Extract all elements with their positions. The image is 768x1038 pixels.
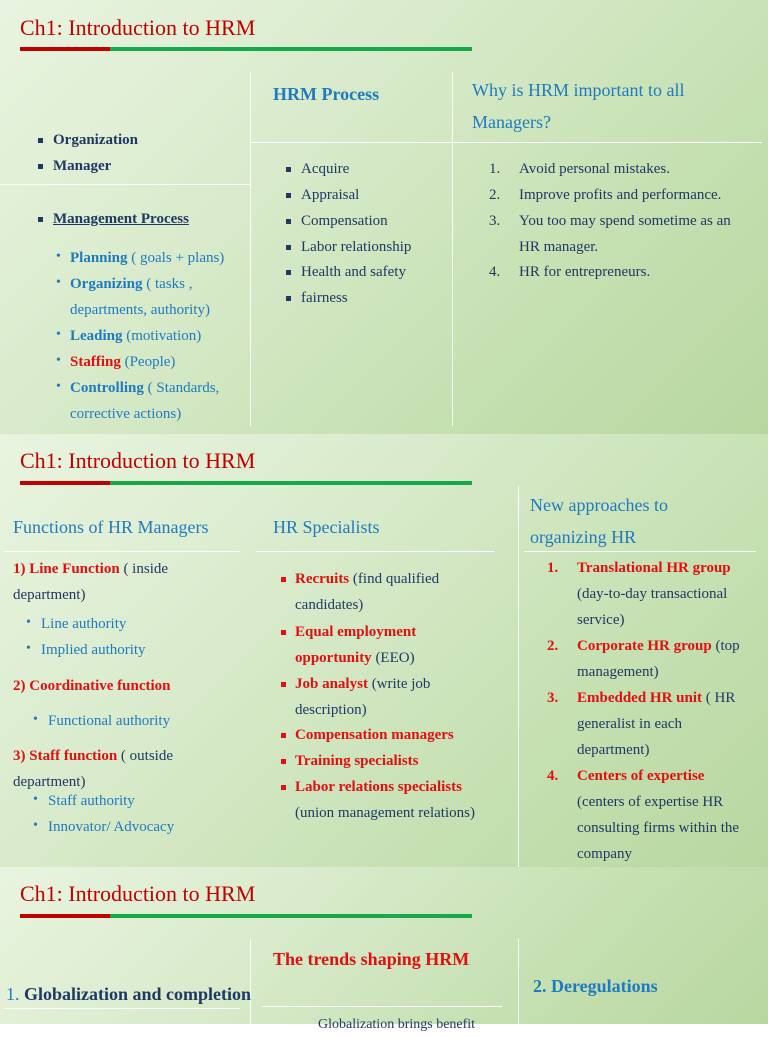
dot-icon: • (56, 275, 61, 290)
list-item: Organization (53, 132, 138, 148)
list-number: 2. (547, 638, 559, 654)
list-item: Job analyst (write job (295, 676, 431, 692)
bullet-icon (281, 630, 286, 635)
bullet-icon (38, 217, 43, 222)
list-item: Embedded HR unit ( HR (577, 690, 736, 706)
dot-icon: • (33, 818, 38, 833)
list-item: Leading (motivation) (70, 328, 202, 344)
column-heading-cont: Managers? (472, 112, 551, 132)
dot-icon: • (33, 792, 38, 807)
slide-3 (0, 867, 768, 1032)
list-item-cont: HR manager. (519, 239, 599, 255)
bullet-icon (281, 733, 286, 738)
list-item: HR for entrepreneurs. (519, 264, 651, 280)
column-heading: HR Specialists (273, 517, 380, 537)
list-item: Compensation managers (295, 727, 454, 743)
bullet-icon (38, 164, 43, 169)
column-divider (452, 72, 453, 426)
list-item: Labor relations specialists (295, 779, 462, 795)
list-item-cont: (centers of expertise HR (577, 794, 724, 810)
bullet-icon (286, 296, 291, 301)
column-heading: Functions of HR Managers (13, 517, 209, 537)
function-title: 1) Line Function ( inside (13, 561, 169, 577)
list-item: Improve profits and performance. (519, 187, 722, 203)
list-item: Staff authority (48, 793, 135, 809)
column-heading: HRM Process (273, 84, 380, 104)
column-divider (518, 939, 519, 1024)
bullet-icon (281, 759, 286, 764)
dot-icon: • (26, 641, 31, 656)
slide-1 (0, 0, 768, 434)
list-number: 2. (489, 187, 501, 203)
list-item-cont: department) (577, 742, 650, 758)
list-item: Staffing (People) (70, 354, 176, 370)
dot-icon: • (33, 712, 38, 727)
list-item: Organizing ( tasks , (70, 276, 193, 292)
list-number: 4. (547, 768, 559, 784)
list-item: Planning ( goals + plans) (70, 250, 225, 266)
bullet-icon (286, 245, 291, 250)
list-item-cont: departments, authority) (70, 302, 210, 318)
list-item-cont: generalist in each (577, 716, 682, 732)
list-item: Innovator/ Advocacy (48, 819, 175, 835)
list-item: Translational HR group (577, 560, 731, 576)
list-item-cont: (day-to-day transactional (577, 586, 728, 602)
list-item: Corporate HR group (top (577, 638, 740, 654)
list-item: Health and safety (301, 264, 406, 280)
list-item-cont: management) (577, 664, 659, 680)
title-underline (20, 914, 472, 918)
list-number: 1. (489, 161, 501, 177)
column-divider (518, 486, 519, 867)
list-number: 1. (547, 560, 559, 576)
list-item: Acquire (301, 161, 350, 177)
list-item: 2. Deregulations (533, 976, 658, 996)
bullet-icon (286, 193, 291, 198)
list-item-cont: (union management relations) (295, 805, 475, 821)
function-title-cont: department) (13, 774, 86, 790)
dot-icon: • (56, 249, 61, 264)
bullet-icon (286, 219, 291, 224)
bullet-icon (286, 270, 291, 275)
list-item-cont: candidates) (295, 597, 364, 613)
dot-icon: • (56, 327, 61, 342)
row-divider (250, 142, 762, 143)
list-item: Centers of expertise (577, 768, 705, 784)
list-item: Compensation (301, 213, 388, 229)
section-heading: The trends shaping HRM (273, 949, 470, 969)
title-underline (20, 481, 472, 485)
dot-icon: • (56, 353, 61, 368)
list-item-partial: Globalization brings benefit (318, 1017, 476, 1032)
function-title: 3) Staff function ( outside (13, 748, 173, 764)
list-item-cont: description) (295, 702, 367, 718)
row-divider (256, 551, 494, 552)
list-item: 1. Globalization and completion (6, 984, 252, 1004)
list-item: You too may spend sometime as an (519, 213, 731, 229)
row-divider (262, 1006, 502, 1007)
function-title-cont: department) (13, 587, 86, 603)
bullet-icon (281, 682, 286, 687)
list-item-cont: consulting firms within the (577, 820, 740, 836)
slide-title: Ch1: Introduction to HRM (20, 448, 256, 473)
dot-icon: • (26, 615, 31, 630)
slide-title: Ch1: Introduction to HRM (20, 15, 256, 40)
bullet-icon (281, 577, 286, 582)
list-item: fairness (301, 290, 348, 306)
list-item-cont: corrective actions) (70, 406, 182, 422)
list-item: Avoid personal mistakes. (519, 161, 670, 177)
list-item: Training specialists (295, 753, 419, 769)
list-number: 3. (489, 213, 501, 229)
slide-title: Ch1: Introduction to HRM (20, 881, 256, 906)
list-item-cont: service) (577, 612, 625, 628)
bullet-icon (281, 785, 286, 790)
slide-2 (0, 434, 768, 867)
list-item: Implied authority (41, 642, 146, 658)
title-underline (20, 47, 472, 51)
list-number: 3. (547, 690, 559, 706)
list-number: 4. (489, 264, 501, 280)
column-heading: Why is HRM important to all (472, 80, 685, 100)
function-title: 2) Coordinative function (13, 678, 171, 694)
section-heading: Management Process (53, 211, 189, 227)
list-item: Functional authority (48, 713, 171, 729)
list-item-cont: company (577, 846, 632, 862)
row-divider (4, 551, 240, 552)
row-divider (4, 1008, 240, 1009)
list-item-cont: opportunity (EEO) (295, 650, 415, 666)
list-item: Line authority (41, 616, 127, 632)
list-item: Recruits (find qualified (295, 571, 440, 587)
row-divider (0, 184, 250, 185)
list-item: Equal employment (295, 624, 417, 640)
list-item: Manager (53, 158, 112, 174)
list-item: Appraisal (301, 187, 360, 203)
bullet-icon (286, 167, 291, 172)
list-item: Labor relationship (301, 239, 412, 255)
column-heading: New approaches to (530, 495, 668, 515)
row-divider (524, 551, 756, 552)
list-item: Controlling ( Standards, (70, 380, 220, 396)
dot-icon: • (56, 379, 61, 394)
column-heading-cont: organizing HR (530, 527, 637, 547)
column-divider (250, 72, 251, 426)
bullet-icon (38, 138, 43, 143)
